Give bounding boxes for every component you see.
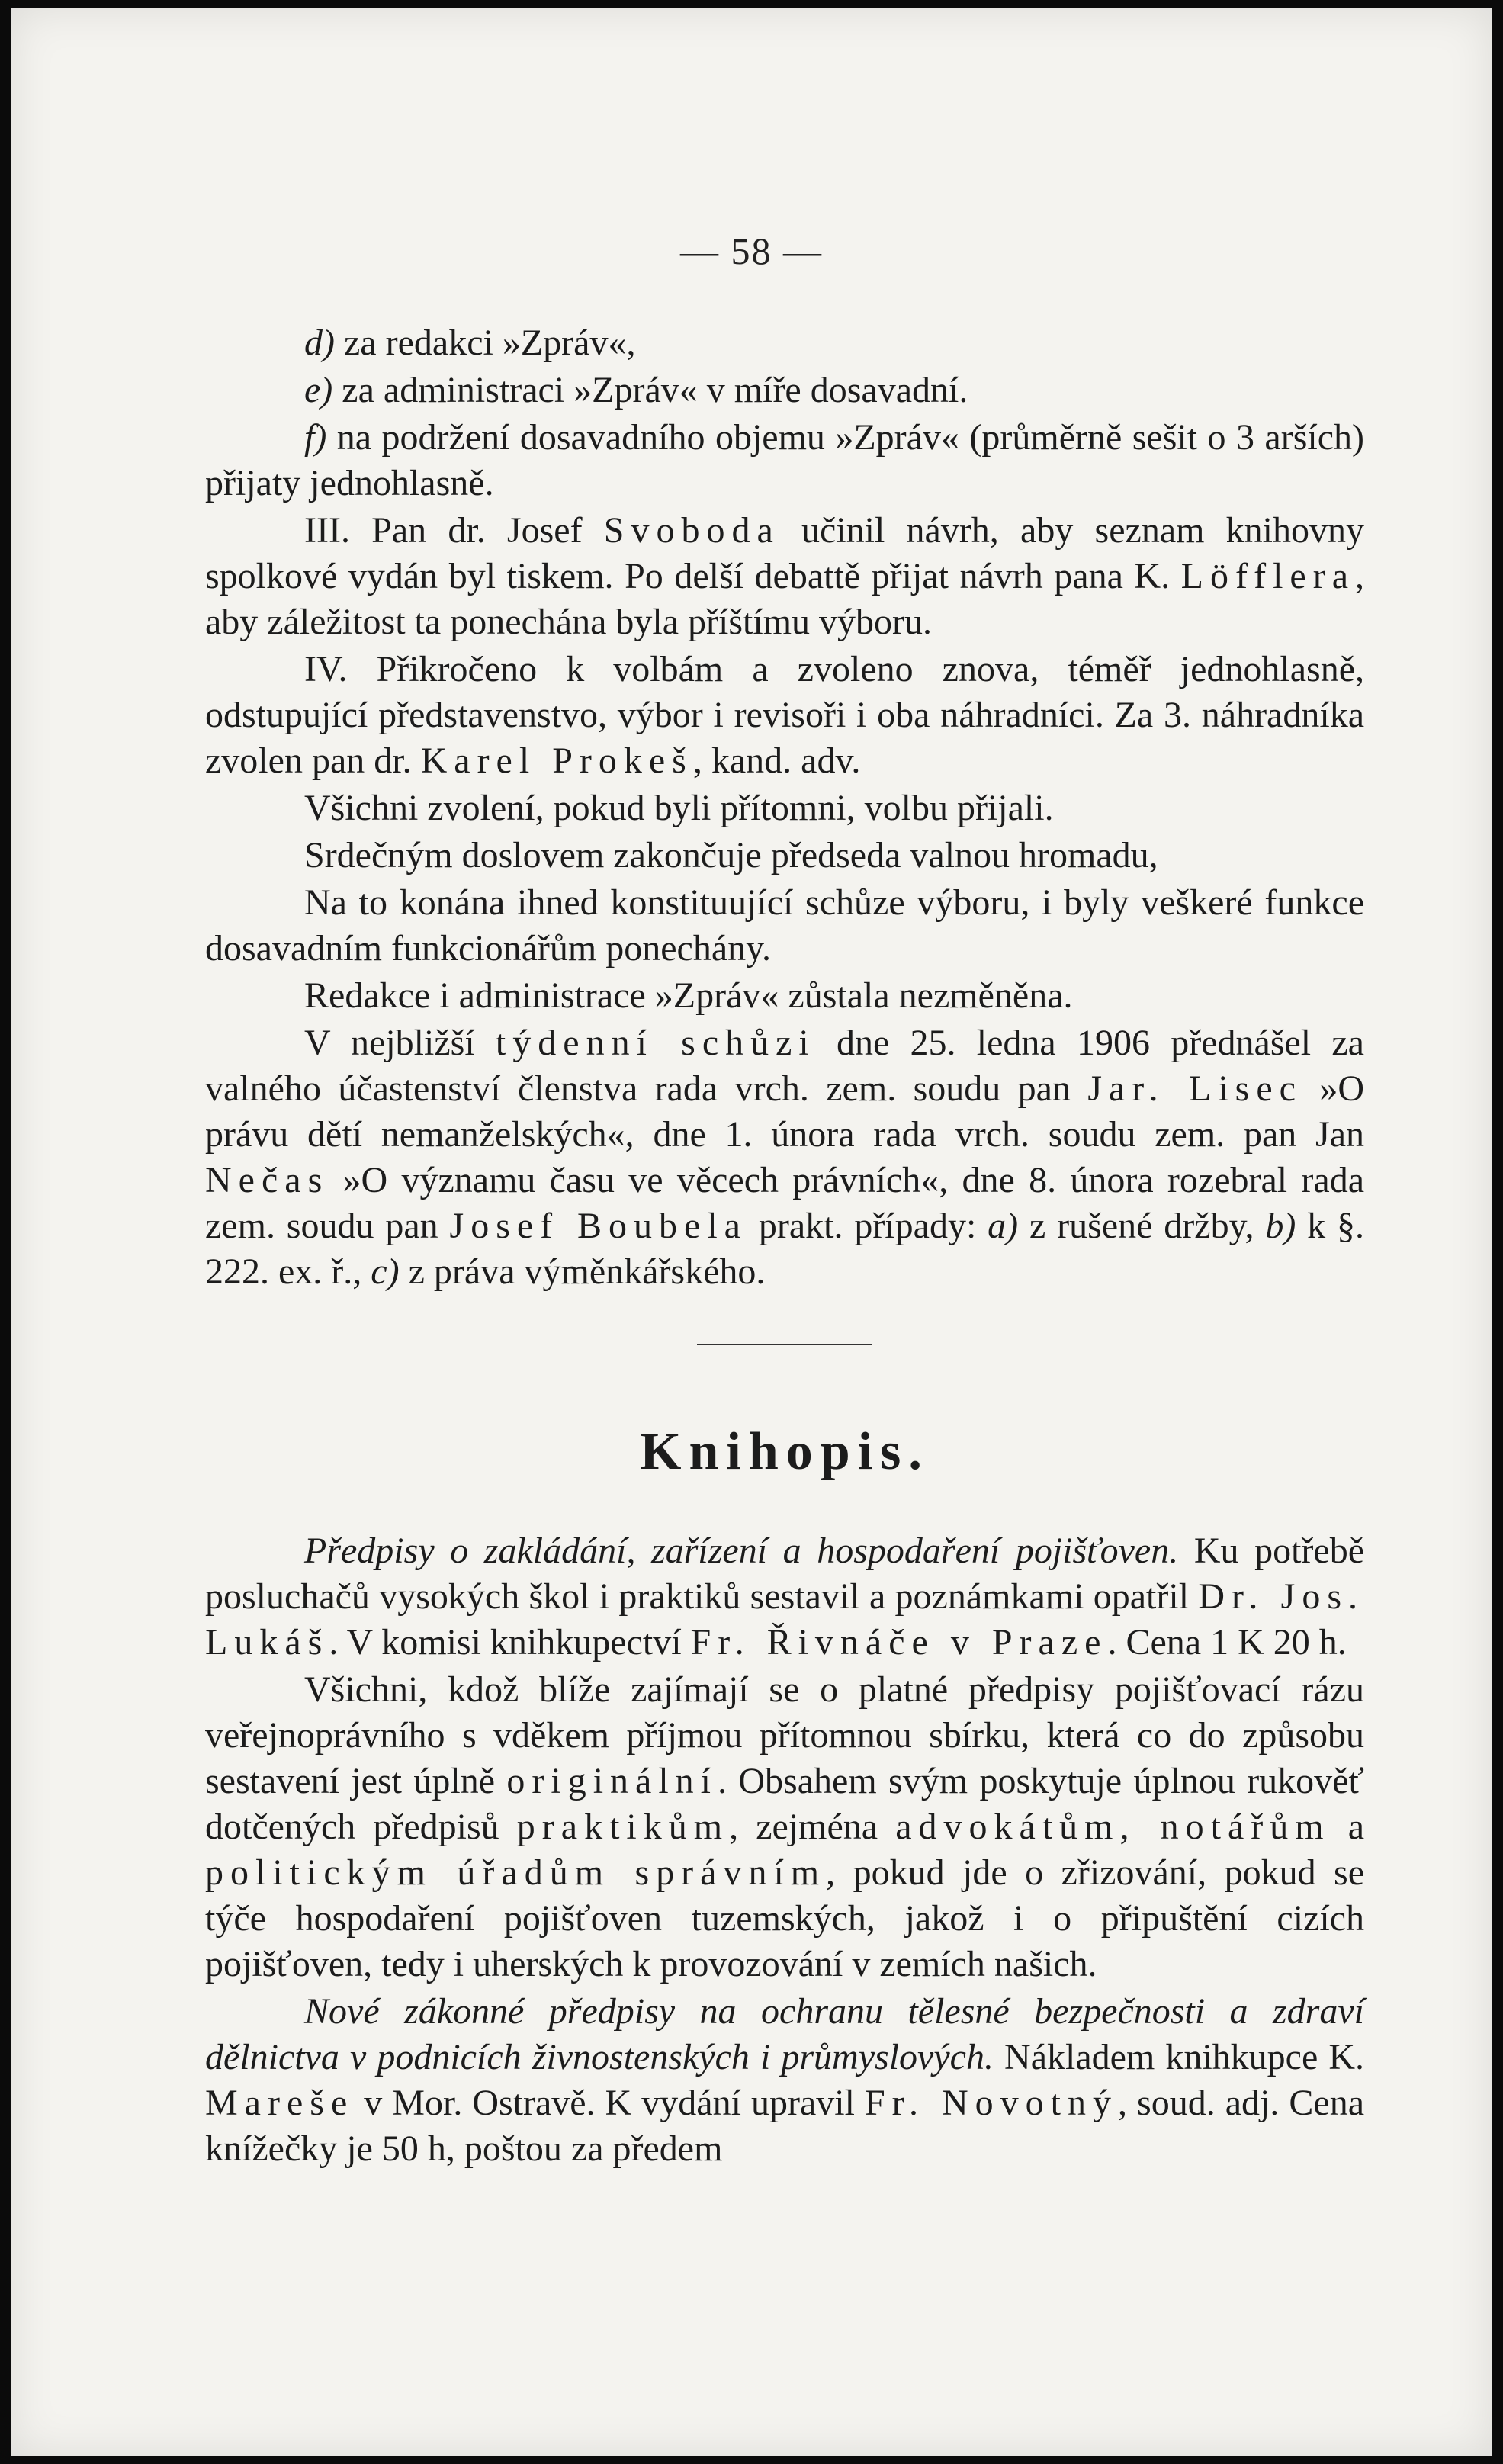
name-mares: Mareše — [205, 2083, 355, 2123]
spaced-originalni: originální — [506, 1761, 718, 1801]
name-lisec: Jar. Lisec — [1087, 1068, 1302, 1109]
marker-a: a) — [988, 1206, 1019, 1246]
paragraph-iv — [205, 647, 1364, 784]
paragraph-editorial: Redakce i administrace »Zpráv« zůstala nezměněna. — [304, 975, 1073, 1016]
text-run: . Cena 1 K 20 h. — [1107, 1622, 1347, 1662]
text-run: Všichni, kdož blíže zajímají se o platné předpisy pojišťovací rázu veřejnoprávního s vděkem příjmou přítomnou sbírku, která co do způsobu sestavení jest úplně — [205, 1669, 1364, 1801]
section-divider — [697, 1344, 872, 1345]
text-run: a — [1330, 1807, 1364, 1847]
item-e-marker: e) — [304, 370, 333, 410]
text-run: z rušené držby, — [1018, 1206, 1266, 1246]
body-text — [205, 320, 1364, 2173]
text-run: z práva výměnkářského. — [399, 1251, 766, 1292]
name-boubela: Josef Boubela — [449, 1206, 747, 1246]
page-number: — 58 — — [680, 230, 823, 272]
paragraph-iii — [205, 508, 1364, 645]
paragraph-constituent: Na to konána ihned konstituující schůze výboru, i byly veškeré funkce dosavadním funkcionářům ponechány. — [205, 882, 1364, 969]
item-d-marker: d) — [304, 323, 335, 363]
text-run: , aby záležitost ta ponechána byla příštímu výboru. — [205, 556, 1364, 642]
marker-b: b) — [1265, 1206, 1296, 1246]
paragraph-weekly-meeting — [205, 1020, 1364, 1295]
book-entry-1 — [205, 1528, 1364, 1666]
name-novotny: Fr. Novotný — [864, 2083, 1119, 2123]
paragraph-closing: Srdečným doslovem zakončuje předseda valnou hromadu, — [304, 835, 1158, 875]
spaced-praktikum: praktikům — [516, 1807, 730, 1847]
document-page — [11, 8, 1492, 2456]
name-svoboda: Svoboda — [603, 510, 780, 551]
item-d-text: za redakci »Zpráv«, — [334, 323, 636, 363]
text-run: učinil návrh, aby seznam knihovny spolkové vydán byl tiskem. Po delší debattě přijat návrh pana K. — [205, 510, 1365, 596]
text-run: Nákladem knihkupce K. — [993, 2037, 1365, 2077]
text-run: v Mor. Ostravě. K vydání upravil — [354, 2083, 865, 2123]
text-run: IV. Přikročeno k volbám a zvoleno znova, téměř jednohlasně, odstupující představenstvo, výbor i revisoři i oba náhradníci. Za 3. náhradníka zvolen pan dr. — [205, 649, 1364, 781]
name-lukas: Dr. Jos. Lukáš — [205, 1576, 1364, 1662]
text-run: , zejména — [729, 1807, 896, 1847]
spaced-uradum: politickým úřadům správním — [205, 1852, 827, 1893]
text-run: . V komisi knihkupectví — [329, 1622, 691, 1662]
item-e — [205, 368, 1364, 413]
name-prokes: Karel Prokeš — [420, 740, 693, 781]
text-run: dne 25. ledna 1906 přednášel za valného účastenství členstva rada vrch. zem. soudu pan — [205, 1023, 1364, 1109]
name-rivnac: Fr. Řivnáče v Praze — [690, 1622, 1108, 1662]
spaced-weekly-meeting: týdenní schůzi — [495, 1023, 816, 1063]
item-f — [205, 415, 1364, 506]
item-f-marker: f) — [304, 417, 327, 458]
text-run: prakt. případy: — [747, 1206, 988, 1246]
text-run: . Obsahem svým poskytuje úplnou rukověť dotčených předpisů — [205, 1761, 1364, 1847]
book-title-2: Nové zákonné předpisy na ochranu tělesné bezpečnosti a zdraví dělnictva v podnicích živnostenských i průmyslových. — [205, 1991, 1364, 2077]
item-d — [205, 320, 1364, 366]
text-run: , pokud jde o zřizování, pokud se týče hospodaření pojišťoven tuzemských, jakož i o připuštění cizích pojišťoven, tedy i uherských k provozování v zemích našich. — [205, 1852, 1364, 1984]
section-heading: Knihopis. — [640, 1422, 930, 1481]
paragraph-all-elected: Všichni zvolení, pokud byli přítomni, volbu přijali. — [304, 788, 1054, 828]
text-run: »O právu dětí nemanželských«, dne 1. února rada vrch. soudu zem. pan Jan — [205, 1068, 1364, 1155]
spaced-advokatum: advokátům, notářům — [895, 1807, 1331, 1847]
text-run: V nejbližší — [304, 1023, 496, 1063]
text-run: Ku potřebě posluchačů vysokých škol i praktiků sestavil a poznámkami opatřil — [205, 1531, 1364, 1617]
text-run: k §. 222. ex. ř., — [205, 1206, 1365, 1292]
item-f-text: na podržení dosavadního objemu »Zpráv« (průměrně sešit o 3 arších) přijaty jednohlasně. — [205, 417, 1364, 503]
book-entry-2 — [205, 1989, 1364, 2172]
name-necas: Nečas — [205, 1160, 329, 1200]
marker-c: c) — [371, 1251, 400, 1292]
text-run: , soud. adj. Cena knížečky je 50 h, poštou za předem — [205, 2083, 1365, 2169]
item-e-text: za administraci »Zpráv« v míře dosavadní. — [332, 370, 968, 410]
book-entry-1-description — [205, 1667, 1364, 1987]
text-run: »O významu času ve věcech právních«, dne 8. února rozebral rada zem. soudu pan — [205, 1160, 1364, 1246]
text-run: , kand. adv. — [692, 740, 861, 781]
book-title-1: Předpisy o zakládání, zařízení a hospodaření pojišťoven. — [304, 1531, 1179, 1571]
name-loffler: Löfflera — [1180, 556, 1355, 596]
text-run: III. Pan dr. Josef — [304, 510, 604, 551]
